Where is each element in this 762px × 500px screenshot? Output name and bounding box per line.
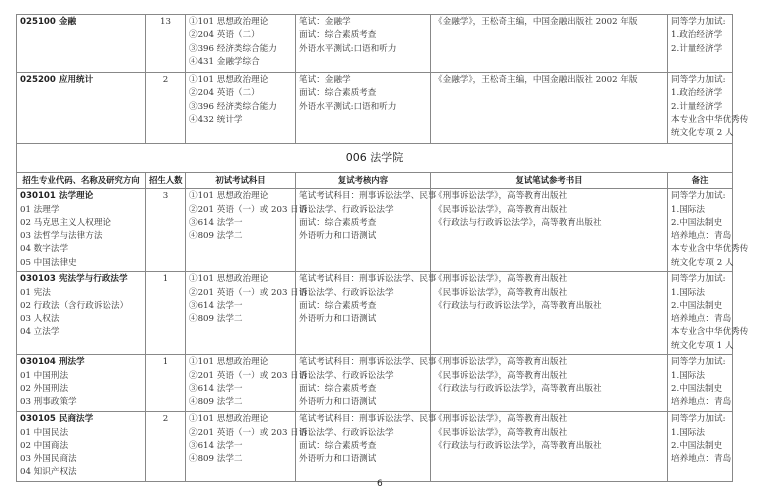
notes-line: 同等学力加试: — [671, 191, 726, 202]
initial-exam-subjects-line: ③396 经济类综合能力 — [189, 43, 277, 54]
retest-content-line: 笔试：金融学 — [299, 17, 351, 27]
program-cell-line: 030103 宪法学与行政法学 — [20, 274, 128, 285]
enrollment-count — [146, 15, 186, 73]
notes-line: 本专业含中华优秀传 — [671, 244, 749, 255]
notes-line: 1.政治经济学 — [671, 30, 723, 41]
enrollment-count — [146, 272, 186, 355]
reference-books-line: 《行政法与行政诉讼法学》，高等教育出版社 — [434, 440, 602, 451]
column-header: 招生人数 — [146, 173, 186, 189]
notes-line: 统文化专项 1 人 — [671, 340, 734, 351]
table-row — [17, 15, 733, 73]
reference-books — [431, 15, 668, 73]
enrollment-count-line: 3 — [162, 191, 169, 202]
initial-exam-subjects-line: ②204 英语（二） — [189, 30, 260, 41]
initial-exam-subjects — [186, 412, 308, 481]
initial-exam-subjects-line: ④809 法学二 — [189, 314, 243, 325]
initial-exam-subjects-line: ②201 英语（一）或 203 日语 — [189, 287, 308, 298]
column-header: 复试笔试参考书目 — [431, 173, 668, 189]
program-cell-line: 02 中国商法 — [20, 440, 69, 451]
initial-exam-subjects-line: ①101 思想政治理论 — [189, 17, 269, 27]
retest-content-line: 面试：综合素质考查 — [299, 217, 377, 228]
program-cell-line: 030105 民商法学 — [20, 414, 94, 425]
program-cell-line: 025100 金融 — [20, 17, 77, 27]
reference-books-line: 《金融学》，王松奇主编，中国金融出版社 2002 年版 — [434, 75, 638, 85]
table-row — [17, 189, 733, 272]
retest-content — [296, 189, 437, 272]
retest-content-line: 外语听力和口语测试 — [299, 231, 377, 242]
enrollment-count — [146, 355, 186, 412]
notes-line: 2.计量经济学 — [671, 101, 723, 112]
retest-content-line: 外语听力和口语测试 — [299, 314, 377, 325]
initial-exam-subjects — [186, 189, 308, 272]
retest-content-line: 笔试考试科目：刑事诉讼法学、民事 — [299, 191, 437, 202]
program-cell-line: 02 马克思主义人权理论 — [20, 217, 112, 228]
reference-books-line: 《行政法与行政诉讼法学》，高等教育出版社 — [434, 300, 602, 311]
page-number: 6 — [377, 479, 383, 489]
program-cell-line: 03 外国民商法 — [20, 454, 77, 465]
notes-line: 2.中国法制史 — [671, 383, 723, 394]
table-row — [17, 412, 733, 481]
enrollment-count-line: 2 — [162, 414, 169, 425]
program-cell-line: 03 刑事政策学 — [20, 397, 77, 408]
program-cell — [17, 412, 146, 481]
program-cell — [17, 189, 146, 272]
program-cell-line: 02 外国刑法 — [20, 383, 69, 394]
initial-exam-subjects-line: ③614 法学一 — [189, 300, 243, 311]
program-cell-line: 030101 法学理论 — [20, 191, 94, 202]
notes-line: 同等学力加试: — [671, 75, 726, 85]
reference-books-line: 《民事诉讼法学》，高等教育出版社 — [434, 370, 568, 381]
table-row — [17, 355, 733, 412]
program-cell-line: 02 行政法（含行政诉讼法） — [20, 300, 129, 311]
reference-books-line: 《行政法与行政诉讼法学》，高等教育出版社 — [434, 383, 602, 394]
column-header: 初试考试科目 — [186, 173, 296, 189]
retest-content-line: 笔试考试科目：刑事诉讼法学、民事 — [299, 274, 437, 285]
admissions-table — [16, 14, 749, 482]
enrollment-count-line: 1 — [162, 274, 169, 285]
retest-content — [296, 15, 431, 73]
notes-line: 2.中国法制史 — [671, 217, 723, 228]
initial-exam-subjects-line: ③396 经济类综合能力 — [189, 101, 277, 112]
retest-content-line: 外语水平测试:口语和听力 — [299, 101, 397, 112]
notes — [668, 355, 733, 412]
retest-content-line: 面试：综合素质考查 — [299, 300, 377, 311]
retest-content-line: 诉讼法学、行政诉讼法学 — [299, 204, 394, 215]
header-row — [17, 173, 733, 189]
program-cell-line: 025200 应用统计 — [20, 75, 94, 85]
notes-line: 2.计量经济学 — [671, 43, 723, 54]
table-row — [17, 272, 733, 355]
notes-line: 1.国际法 — [671, 370, 705, 381]
program-cell — [17, 272, 146, 355]
reference-books — [431, 412, 668, 481]
reference-books — [431, 272, 668, 355]
initial-exam-subjects-line: ④431 金融学综合 — [189, 56, 260, 67]
notes — [668, 412, 733, 481]
retest-content — [296, 73, 431, 144]
initial-exam-subjects-line: ①101 思想政治理论 — [189, 414, 269, 425]
notes-line: 统文化专项 2 人 — [671, 128, 734, 139]
program-cell-line: 04 立法学 — [20, 327, 60, 338]
reference-books — [431, 355, 668, 412]
program-cell-line: 01 中国刑法 — [20, 370, 69, 381]
notes-line: 培养地点：青岛 — [671, 397, 732, 408]
initial-exam-subjects-line: ③614 法学一 — [189, 383, 243, 394]
initial-exam-subjects-line: ④809 法学二 — [189, 231, 243, 242]
retest-content-line: 面试：综合素质考查 — [299, 88, 377, 99]
reference-books-line: 《金融学》，王松奇主编，中国金融出版社 2002 年版 — [434, 17, 638, 27]
notes — [668, 272, 749, 355]
retest-content-line: 外语水平测试:口语和听力 — [299, 43, 397, 54]
reference-books-line: 《民事诉讼法学》，高等教育出版社 — [434, 427, 568, 438]
initial-exam-subjects-line: ①101 思想政治理论 — [189, 357, 269, 368]
reference-books-line: 《民事诉讼法学》，高等教育出版社 — [434, 204, 568, 215]
column-header: 复试考核内容 — [296, 173, 431, 189]
notes — [668, 189, 749, 272]
notes-line: 本专业含中华优秀传 — [671, 114, 749, 125]
section-row — [17, 144, 733, 173]
program-cell — [17, 15, 146, 73]
retest-content — [296, 412, 437, 481]
enrollment-count — [146, 73, 186, 144]
retest-content-line: 面试：综合素质考查 — [299, 440, 377, 451]
initial-exam-subjects-line: ②201 英语（一）或 203 日语 — [189, 204, 308, 215]
notes — [668, 15, 733, 73]
notes-line: 培养地点：青岛 — [671, 314, 732, 325]
reference-books — [431, 73, 668, 144]
notes-line: 1.政治经济学 — [671, 88, 723, 99]
initial-exam-subjects-line: ①101 思想政治理论 — [189, 274, 269, 285]
retest-content — [296, 272, 437, 355]
reference-books-line: 《刑事诉讼法学》，高等教育出版社 — [434, 357, 568, 368]
initial-exam-subjects — [186, 73, 296, 144]
notes-line: 2.中国法制史 — [671, 300, 723, 311]
retest-content-line: 外语听力和口语测试 — [299, 454, 377, 465]
program-cell-line: 04 数字法学 — [20, 244, 69, 255]
notes-line: 1.国际法 — [671, 287, 705, 298]
notes-line: 同等学力加试: — [671, 414, 726, 425]
reference-books-line: 《民事诉讼法学》，高等教育出版社 — [434, 287, 568, 298]
reference-books-line: 《刑事诉讼法学》，高等教育出版社 — [434, 414, 568, 425]
reference-books-line: 《行政法与行政诉讼法学》，高等教育出版社 — [434, 217, 602, 228]
initial-exam-subjects-line: ④432 统计学 — [189, 114, 243, 125]
retest-content-line: 笔试：金融学 — [299, 75, 351, 85]
table-row — [17, 73, 733, 144]
initial-exam-subjects-line: ②204 英语（二） — [189, 88, 260, 99]
enrollment-count-line: 13 — [160, 17, 171, 27]
program-cell-line: 01 法理学 — [20, 204, 60, 215]
enrollment-count-line: 1 — [162, 357, 169, 368]
retest-content-line: 外语听力和口语测试 — [299, 397, 377, 408]
program-cell — [17, 73, 146, 144]
program-cell-line: 01 宪法 — [20, 287, 51, 298]
initial-exam-subjects-line: ②201 英语（一）或 203 日语 — [189, 427, 308, 438]
enrollment-count — [146, 189, 186, 272]
retest-content-line: 笔试考试科目：刑事诉讼法学、民事 — [299, 414, 437, 425]
enrollment-count — [146, 412, 186, 481]
notes-line: 2.中国法制史 — [671, 440, 723, 451]
notes — [668, 73, 749, 144]
notes-line: 培养地点：青岛 — [671, 454, 732, 465]
initial-exam-subjects-line: ③614 法学一 — [189, 440, 243, 451]
notes-line: 同等学力加试: — [671, 274, 726, 285]
notes-line: 培养地点：青岛 — [671, 231, 732, 242]
notes-line: 1.国际法 — [671, 204, 705, 215]
notes-line: 同等学力加试: — [671, 17, 726, 27]
initial-exam-subjects — [186, 355, 308, 412]
column-header: 招生专业代码、名称及研究方向 — [17, 173, 146, 189]
initial-exam-subjects — [186, 272, 308, 355]
reference-books — [431, 189, 668, 272]
enrollment-count-line: 2 — [162, 75, 169, 85]
section-title: 006 法学院 — [17, 144, 733, 173]
column-header: 备注 — [668, 173, 733, 189]
initial-exam-subjects-line: ③614 法学一 — [189, 217, 243, 228]
retest-content-line: 诉讼法学、行政诉讼法学 — [299, 370, 394, 381]
initial-exam-subjects-line: ①101 思想政治理论 — [189, 75, 269, 85]
initial-exam-subjects-line: ②201 英语（一）或 203 日语 — [189, 370, 308, 381]
program-cell-line: 04 知识产权法 — [20, 467, 77, 478]
reference-books-line: 《刑事诉讼法学》，高等教育出版社 — [434, 191, 568, 202]
program-cell — [17, 355, 146, 412]
retest-content-line: 面试：综合素质考查 — [299, 30, 377, 41]
retest-content-line: 笔试考试科目：刑事诉讼法学、民事 — [299, 357, 437, 368]
initial-exam-subjects — [186, 15, 296, 73]
reference-books-line: 《刑事诉讼法学》，高等教育出版社 — [434, 274, 568, 285]
notes-line: 1.国际法 — [671, 427, 705, 438]
retest-content-line: 诉讼法学、行政诉讼法学 — [299, 287, 394, 298]
initial-exam-subjects-line: ④809 法学二 — [189, 454, 243, 465]
notes-line: 统文化专项 2 人 — [671, 257, 734, 268]
program-cell-line: 03 人权法 — [20, 314, 60, 325]
initial-exam-subjects-line: ④809 法学二 — [189, 397, 243, 408]
program-cell-line: 01 中国民法 — [20, 427, 69, 438]
program-cell-line: 03 法哲学与法律方法 — [20, 231, 103, 242]
retest-content — [296, 355, 437, 412]
retest-content-line: 面试：综合素质考查 — [299, 383, 377, 394]
notes-line: 本专业含中华优秀传 — [671, 327, 749, 338]
notes-line: 同等学力加试: — [671, 357, 726, 368]
initial-exam-subjects-line: ①101 思想政治理论 — [189, 191, 269, 202]
program-cell-line: 030104 刑法学 — [20, 357, 85, 368]
program-cell-line: 05 中国法律史 — [20, 257, 77, 268]
retest-content-line: 诉讼法学、行政诉讼法学 — [299, 427, 394, 438]
